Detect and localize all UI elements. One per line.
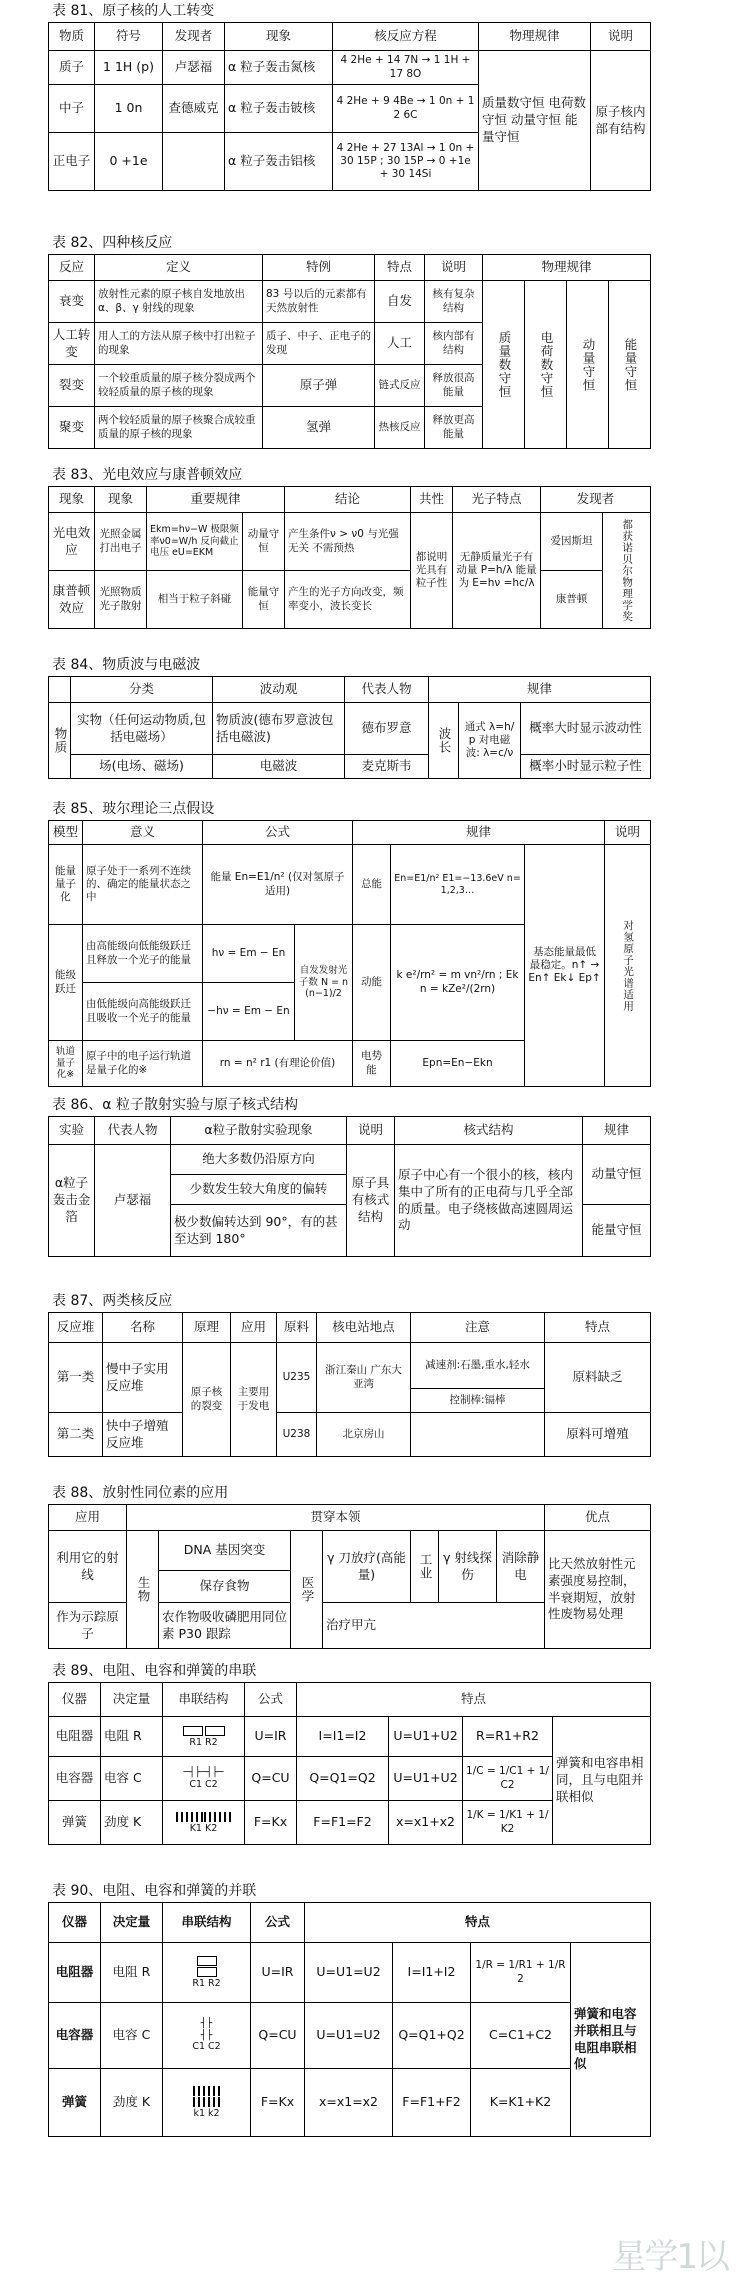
cell: 两个较轻质量的原子核聚合成较重质量的原子核的现象	[95, 407, 263, 449]
header-cell: 仪器	[49, 1903, 101, 1943]
cell: k e²/rn² = m vn²/rn ; Ekn = kZe²/(2rn)	[391, 925, 525, 1041]
law-cell: 电荷数守恒	[525, 281, 567, 449]
equation-cell: 4 2He + 14 7N → 1 1H + 17 8O	[333, 51, 479, 85]
cell: 能量守恒	[583, 1205, 651, 1257]
cell: 康普顿效应	[49, 571, 95, 629]
table-title: 表 86、α 粒子散射实验与原子核式结构	[52, 1097, 298, 1113]
cell: 电阻 R	[101, 1943, 163, 2003]
table-81	[48, 0, 650, 191]
cell: 波长	[429, 703, 459, 779]
header-cell: 意义	[83, 821, 203, 845]
cell: 核有复杂结构	[425, 281, 483, 323]
table-86	[48, 1094, 650, 1257]
equation-cell: 4 2He + 9 4Be → 1 0n + 12 6C	[333, 85, 479, 133]
header-cell: 决定量	[101, 1683, 163, 1717]
cell: 浙江秦山 广东大亚湾	[317, 1343, 411, 1413]
cell: 1/R = 1/R1 + 1/R2	[471, 1943, 571, 2003]
cell: 聚变	[49, 407, 95, 449]
header-cell: 串联结构	[163, 1903, 251, 1943]
header-cell: 公式	[245, 1683, 297, 1717]
cell: −hν = Em − En	[203, 983, 295, 1041]
cell: 原子具有核式结构	[347, 1145, 395, 1257]
header-cell: 光子特点	[453, 487, 541, 513]
cell: 劲度 K	[101, 2069, 163, 2137]
header-cell: 核式结构	[395, 1117, 583, 1145]
table-title: 表 89、电阻、电容和弹簧的串联	[52, 1663, 257, 1679]
cell: 中子	[49, 85, 95, 133]
cell: 0 +1e	[95, 133, 163, 191]
cell: U=U1+U2	[389, 1717, 463, 1757]
cell: 用人工的方法从原子核中打出粒子的现象	[95, 323, 263, 365]
cell: 通式 λ=h/p 对电磁波: λ=c/ν	[459, 703, 521, 779]
cell: 动量守恒	[243, 513, 285, 571]
cell: K=K1+K2	[471, 2069, 571, 2137]
circuit-cell	[163, 2003, 251, 2069]
header-cell: 特例	[263, 255, 375, 281]
header-cell: 特点	[545, 1313, 651, 1343]
cell: 83 号以后的元素都有天然放射性	[263, 281, 375, 323]
cell: α粒子轰击金箔	[49, 1145, 95, 1257]
cell: 都获诺贝尔物理学奖	[603, 513, 651, 629]
cell: x=x1+x2	[389, 1801, 463, 1845]
cell: 一个较重质量的原子核分裂成两个较轻质量的原子核的现象	[95, 365, 263, 407]
cell: 产生条件ν > ν0 与光强无关 不需预热	[285, 513, 411, 571]
cell: 光电效应	[49, 513, 95, 571]
cell: 能量 En=E1/n² (仅对氢原子适用)	[203, 845, 353, 925]
cell: 快中子增殖反应堆	[103, 1413, 183, 1457]
cell: U=IR	[245, 1717, 297, 1757]
cell: 自发发射光子数 N = n(n−1)/2	[295, 925, 353, 1041]
cell: I=I1+I2	[393, 1943, 471, 2003]
header-cell: 分类	[71, 677, 213, 703]
header-cell: 物理规律	[483, 255, 651, 281]
equation-cell: 4 2He + 27 13Al → 1 0n + 30 15P ; 30 15P → 0 +1e + 30 14Si	[333, 133, 479, 191]
cell: 主要用于发电	[231, 1343, 277, 1457]
header-cell: 规律	[583, 1117, 651, 1145]
cell: γ 射线探伤	[439, 1531, 497, 1603]
cell: 场(电场、磁场)	[71, 755, 213, 779]
cell: 自发	[375, 281, 425, 323]
cell: 农作物吸收磷肥用同位素 P30 跟踪	[159, 1603, 291, 1649]
cell: 链式反应	[375, 365, 425, 407]
header-cell: 应用	[231, 1313, 277, 1343]
cell: γ 刀放疗(高能量)	[323, 1531, 411, 1603]
cell: 控制棒:镉棒	[411, 1389, 545, 1413]
header-cell: 特点	[297, 1683, 651, 1717]
circuit-label: K1 K2	[189, 1822, 218, 1834]
header-cell: 公式	[251, 1903, 305, 1943]
circuit-label: k1 k2	[193, 2108, 220, 2120]
cell: 爱因斯坦	[541, 513, 603, 571]
table-88	[48, 1482, 650, 1649]
cell: 原料缺乏	[545, 1343, 651, 1413]
circuit-label: C1 C2	[192, 2041, 221, 2053]
cell: F=Kx	[251, 2069, 305, 2137]
cell: x=x1=x2	[305, 2069, 393, 2137]
header-cell: 公式	[203, 821, 353, 845]
cell: 原子弹	[263, 365, 375, 407]
header-cell: 规律	[353, 821, 605, 845]
cell: 相当于粒子斜碰	[147, 571, 243, 629]
header-cell: 波动观	[213, 677, 345, 703]
header-cell: 优点	[545, 1505, 651, 1531]
table-89	[48, 1660, 650, 1845]
header-cell: 现象	[225, 23, 333, 51]
header-cell: 说明	[425, 255, 483, 281]
cell: U=U1=U2	[305, 1943, 393, 2003]
circuit-label: C1 C2	[189, 1778, 218, 1790]
cell: 基态能量最低最稳定。n↑ → En↑ Ek↓ Ep↑	[525, 845, 605, 1087]
cell: Epn=En−Ekn	[391, 1041, 525, 1087]
cell: α 粒子轰击铝核	[225, 133, 333, 191]
capacitor-icon: ┤├ ┤├	[200, 2018, 213, 2041]
cell: U=U1+U2	[389, 1757, 463, 1801]
table-90	[48, 1880, 650, 2137]
cell: 氢弹	[263, 407, 375, 449]
spring-icon	[193, 2097, 221, 2107]
cell: 原子中的电子运行轨道是量子化的※	[83, 1041, 203, 1087]
cell: 都说明光具有粒子性	[411, 513, 453, 629]
cell: 电磁波	[213, 755, 345, 779]
header-cell: 名称	[103, 1313, 183, 1343]
cell: 光照金属打出电子	[95, 513, 147, 571]
cell: 光照物质光子散射	[95, 571, 147, 629]
table-title: 表 82、四种核反应	[52, 235, 173, 251]
table-title: 表 88、放射性同位素的应用	[52, 1485, 229, 1501]
cell: F=F1+F2	[393, 2069, 471, 2137]
cell: 少数发生较大角度的偏转	[171, 1175, 347, 1205]
cell: 比天然放射性元素强度易控制，半衰期短，放射性废物易处理	[545, 1531, 651, 1649]
note-cell: 对氢原子光谱适用	[605, 845, 651, 1087]
cell: 原子中心有一个很小的核，核内集中了所有的正电荷与几乎全部的质量。电子绕核做高速圆周运动	[395, 1145, 583, 1257]
cell: 慢中子实用反应堆	[103, 1343, 183, 1413]
table-title: 表 85、玻尔理论三点假设	[52, 801, 215, 817]
table-title: 表 90、电阻、电容和弹簧的并联	[52, 1883, 257, 1899]
cell: 电容器	[49, 1757, 101, 1801]
header-cell: 发现者	[541, 487, 651, 513]
cell: 热核反应	[375, 407, 425, 449]
cell: 能量守恒	[243, 571, 285, 629]
spring-icon	[193, 2086, 221, 2096]
header-cell: 反应堆	[49, 1313, 103, 1343]
cell: 原子核的裂变	[183, 1343, 231, 1457]
cell: 第一类	[49, 1343, 103, 1413]
cell: 原料可增殖	[545, 1413, 651, 1457]
circuit-cell	[163, 2069, 251, 2137]
capacitor-icon: ─┤├─┤├─	[183, 1767, 224, 1779]
cell: 概率小时显示粒子性	[521, 755, 651, 779]
cell: En=E1/n² E1=−13.6eV n=1,2,3…	[391, 845, 525, 925]
law-cell: 能量守恒	[609, 281, 651, 449]
cell: 绝大多数仍沿原方向	[171, 1145, 347, 1175]
circuit-label: R1 R2	[192, 1978, 221, 1990]
header-cell: 物质	[49, 23, 95, 51]
header-cell: 原料	[277, 1313, 317, 1343]
cell: 质子	[49, 51, 95, 85]
cell: 减速剂:石墨,重水,轻水	[411, 1343, 545, 1389]
cell: 电容 C	[101, 2003, 163, 2069]
cell: 第二类	[49, 1413, 103, 1457]
cell: Q=Q1+Q2	[393, 2003, 471, 2069]
table-title: 表 81、原子核的人工转变	[52, 3, 215, 19]
cell: R=R1+R2	[463, 1717, 553, 1757]
cell: 弹簧	[49, 2069, 101, 2137]
cell: U=IR	[251, 1943, 305, 2003]
header-cell: 串联结构	[163, 1683, 245, 1717]
cell: 弹簧	[49, 1801, 101, 1845]
cell: C=C1+C2	[471, 2003, 571, 2069]
cell: 卢瑟福	[163, 51, 225, 85]
cell	[411, 1413, 545, 1457]
header-cell: 核电站地点	[317, 1313, 411, 1343]
table-87	[48, 1290, 650, 1457]
cell: Q=Q1=Q2	[297, 1757, 389, 1801]
cell: 能量量子化	[49, 845, 83, 925]
cell: 动能	[353, 925, 391, 1041]
law-cell: 质量数守恒 电荷数守恒 动量守恒 能量守恒	[479, 51, 591, 191]
cell: 作为示踪原子	[49, 1603, 127, 1649]
cell: 原子处于一系列不连续的、确定的能量状态之中	[83, 845, 203, 925]
cell: U=U1=U2	[305, 2003, 393, 2069]
header-cell	[49, 677, 71, 703]
cell: 正电子	[49, 133, 95, 191]
cell: 核内部有结构	[425, 323, 483, 365]
header-cell: 说明	[591, 23, 651, 51]
header-cell: 原理	[183, 1313, 231, 1343]
header-cell: 实验	[49, 1117, 95, 1145]
cell: 释放更高能量	[425, 407, 483, 449]
cell: 电阻 R	[101, 1717, 163, 1757]
table-82	[48, 232, 650, 449]
header-cell: 决定量	[101, 1903, 163, 1943]
header-cell: 模型	[49, 821, 83, 845]
cell: 由高能级向低能级跃迁且释放一个光子的能量	[83, 925, 203, 983]
circuit-cell	[163, 1717, 245, 1757]
table-84	[48, 654, 650, 779]
cell: 物质波(德布罗意波包括电磁波)	[213, 703, 345, 755]
cell: 1/K = 1/K1 + 1/K2	[463, 1801, 553, 1845]
cell: 电阻器	[49, 1717, 101, 1757]
header-cell: 注意	[411, 1313, 545, 1343]
cell: 人工转变	[49, 323, 95, 365]
header-cell: 代表人物	[345, 677, 429, 703]
table-83	[48, 464, 650, 629]
cell: 由低能级向高能级跃迁且吸收一个光子的能量	[83, 983, 203, 1041]
header-cell: 特点	[305, 1903, 651, 1943]
resistor-icon	[205, 1726, 225, 1736]
cell: hν = Em − En	[203, 925, 295, 983]
cell: 麦克斯韦	[345, 755, 429, 779]
resistor-icon	[183, 1726, 203, 1736]
table-title: 表 87、两类核反应	[52, 1293, 173, 1309]
cell: 工业	[411, 1531, 439, 1603]
circuit-label: R1 R2	[189, 1736, 218, 1748]
cell: 电势能	[353, 1041, 391, 1087]
cell: Q=CU	[245, 1757, 297, 1801]
note-cell: 原子核内部有结构	[591, 51, 651, 191]
cell: F=Kx	[245, 1801, 297, 1845]
note-cell: 弹簧和电容串相同，且与电阻并联相似	[553, 1717, 651, 1845]
header-cell: 现象	[95, 487, 147, 513]
cell: U238	[277, 1413, 317, 1457]
cell: 德布罗意	[345, 703, 429, 755]
table-title: 表 83、光电效应与康普顿效应	[52, 467, 243, 483]
cell: 电容器	[49, 2003, 101, 2069]
cell: 无静质量光子有动量 P=h/λ 能量为 E=hν =hc/λ	[453, 513, 541, 629]
note-cell: 弹簧和电容并联相且与电阻串联相似	[571, 1943, 651, 2137]
cell: 医学	[291, 1531, 323, 1649]
cell: 产生的光子方向改变，频率变小，波长变长	[285, 571, 411, 629]
table-85	[48, 798, 650, 1087]
cell: 1/C = 1/C1 + 1/C2	[463, 1757, 553, 1801]
cell: 电容 C	[101, 1757, 163, 1801]
cell: F=F1=F2	[297, 1801, 389, 1845]
cell: 查德威克	[163, 85, 225, 133]
cell: 实物（任何运动物质,包括电磁场）	[71, 703, 213, 755]
cell: 极少数偏转达到 90°，有的甚至达到 180°	[171, 1205, 347, 1257]
cell: 轨道量子化※	[49, 1041, 83, 1087]
cell: 放射性元素的原子核自发地放出α、β、γ 射线的现象	[95, 281, 263, 323]
header-cell: 贯穿本领	[127, 1505, 545, 1531]
header-cell: 应用	[49, 1505, 127, 1531]
cell: rn = n² r1 (有理论价值)	[203, 1041, 353, 1087]
cell: 总能	[353, 845, 391, 925]
cell: α 粒子轰击铍核	[225, 85, 333, 133]
cell: U235	[277, 1343, 317, 1413]
header-cell: 结论	[285, 487, 411, 513]
header-cell: 发现者	[163, 23, 225, 51]
watermark-logo: 星学1以	[612, 2237, 728, 2277]
table-title: 表 84、物质波与电磁波	[52, 657, 201, 673]
cell: DNA 基因突变	[159, 1531, 291, 1571]
cell: 电阻器	[49, 1943, 101, 2003]
header-cell: 共性	[411, 487, 453, 513]
cell: I=I1=I2	[297, 1717, 389, 1757]
header-cell: 仪器	[49, 1683, 101, 1717]
header-cell: 说明	[605, 821, 651, 845]
header-cell: 特点	[375, 255, 425, 281]
cell: 消除静电	[497, 1531, 545, 1603]
cell: 概率大时显示波动性	[521, 703, 651, 755]
header-cell: 符号	[95, 23, 163, 51]
header-cell: 重要规律	[147, 487, 285, 513]
circuit-cell	[163, 1757, 245, 1801]
spring-icon	[204, 1812, 232, 1822]
cell: 1 0n	[95, 85, 163, 133]
header-cell: 定义	[95, 255, 263, 281]
cell: 利用它的射线	[49, 1531, 127, 1603]
law-cell: 质量数守恒	[483, 281, 525, 449]
cell: 北京房山	[317, 1413, 411, 1457]
header-cell: 核反应方程	[333, 23, 479, 51]
cell: 动量守恒	[583, 1145, 651, 1205]
resistor-icon	[197, 1956, 217, 1966]
header-cell: 规律	[429, 677, 651, 703]
cell: 衰变	[49, 281, 95, 323]
cell: 康普顿	[541, 571, 603, 629]
cell: 保存食物	[159, 1571, 291, 1603]
cell: 治疗甲亢	[323, 1603, 545, 1649]
header-cell: 现象	[49, 487, 95, 513]
cell: 人工	[375, 323, 425, 365]
cell: Q=CU	[251, 2003, 305, 2069]
cell: 质子、中子、正电子的发现	[263, 323, 375, 365]
cell: 1 1H (p)	[95, 51, 163, 85]
side-cell: 物质	[49, 703, 71, 779]
header-cell: 说明	[347, 1117, 395, 1145]
cell: 劲度 K	[101, 1801, 163, 1845]
cell: 能级跃迁	[49, 925, 83, 1041]
circuit-cell	[163, 1943, 251, 2003]
cell: 裂变	[49, 365, 95, 407]
cell: α 粒子轰击氮核	[225, 51, 333, 85]
circuit-cell	[163, 1801, 245, 1845]
cell: Ekm=hν−W 极限频率ν0=W/h 反向截止电压 eU=EKM	[147, 513, 243, 571]
resistor-icon	[197, 1967, 217, 1977]
header-cell: 物理规律	[479, 23, 591, 51]
header-cell: 反应	[49, 255, 95, 281]
cell: 释放很高能量	[425, 365, 483, 407]
spring-icon	[176, 1812, 204, 1822]
cell	[163, 133, 225, 191]
cell: 生物	[127, 1531, 159, 1649]
header-cell: 代表人物	[95, 1117, 171, 1145]
law-cell: 动量守恒	[567, 281, 609, 449]
cell: 卢瑟福	[95, 1145, 171, 1257]
header-cell: α粒子散射实验现象	[171, 1117, 347, 1145]
